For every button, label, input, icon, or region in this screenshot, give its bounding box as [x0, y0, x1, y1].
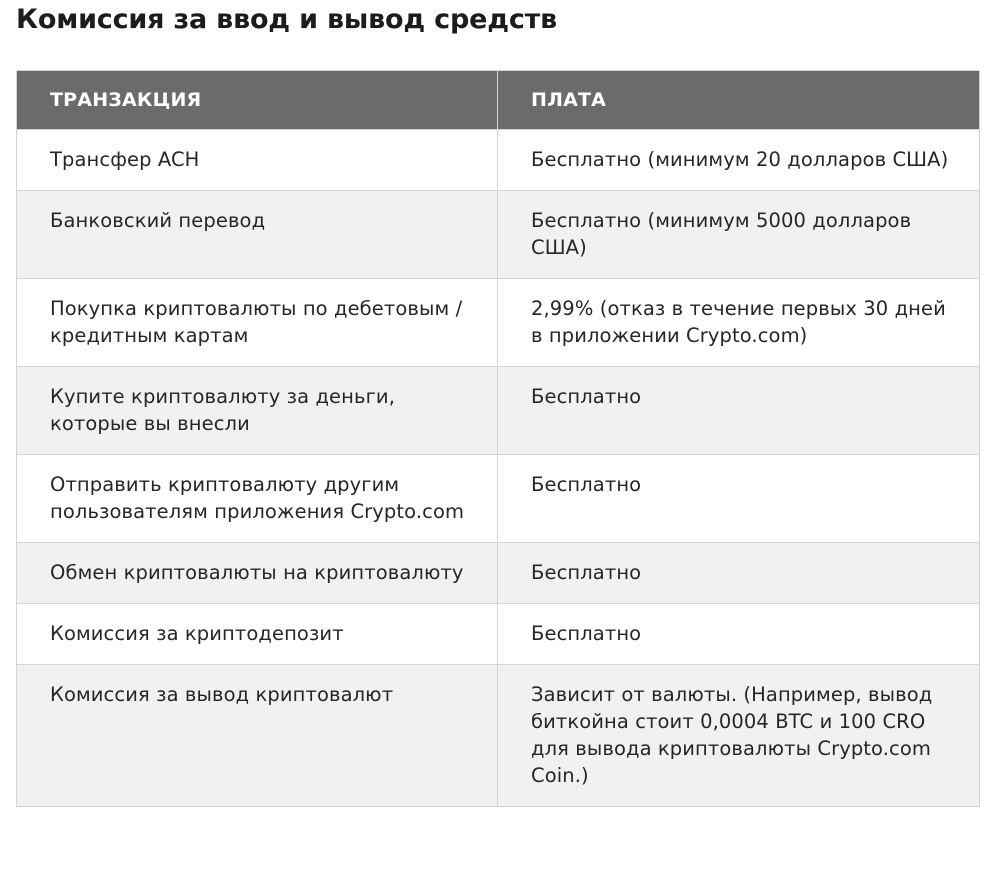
fee-cell: Бесплатно (минимум 20 долларов США) [498, 130, 980, 191]
fee-cell: Зависит от валюты. (Например, вывод биткойна стоит 0,0004 BTC и 100 CRO для вывода криптовалюты Crypto.com Coin.) [498, 665, 980, 807]
table-row [17, 665, 980, 807]
column-header-transaction: ТРАНЗАКЦИЯ [17, 71, 498, 130]
transaction-cell: Отправить криптовалюту другим пользователям приложения Crypto.com [17, 455, 498, 543]
table-body [17, 130, 980, 807]
fee-cell: Бесплатно [498, 367, 980, 455]
table-row [17, 543, 980, 604]
table-row [17, 455, 980, 543]
fee-cell: Бесплатно (минимум 5000 долларов США) [498, 191, 980, 279]
fee-cell: Бесплатно [498, 455, 980, 543]
table-row [17, 604, 980, 665]
table-row [17, 130, 980, 191]
transaction-cell: Банковский перевод [17, 191, 498, 279]
transaction-cell: Комиссия за вывод криптовалют [17, 665, 498, 807]
table-row [17, 279, 980, 367]
transaction-cell: Купите криптовалюту за деньги, которые вы внесли [17, 367, 498, 455]
fee-cell: Бесплатно [498, 543, 980, 604]
transaction-cell: Трансфер ACH [17, 130, 498, 191]
column-header-fee: ПЛАТА [498, 71, 980, 130]
transaction-cell: Комиссия за криптодепозит [17, 604, 498, 665]
fee-cell: 2,99% (отказ в течение первых 30 дней в приложении Crypto.com) [498, 279, 980, 367]
fee-cell: Бесплатно [498, 604, 980, 665]
page-title: Комиссия за ввод и вывод средств [16, 4, 557, 35]
table-row [17, 367, 980, 455]
table-header-row [17, 71, 980, 130]
table-row [17, 191, 980, 279]
fee-table [16, 70, 980, 807]
transaction-cell: Покупка криптовалюты по дебетовым / кредитным картам [17, 279, 498, 367]
transaction-cell: Обмен криптовалюты на криптовалюту [17, 543, 498, 604]
table-header [17, 71, 980, 130]
